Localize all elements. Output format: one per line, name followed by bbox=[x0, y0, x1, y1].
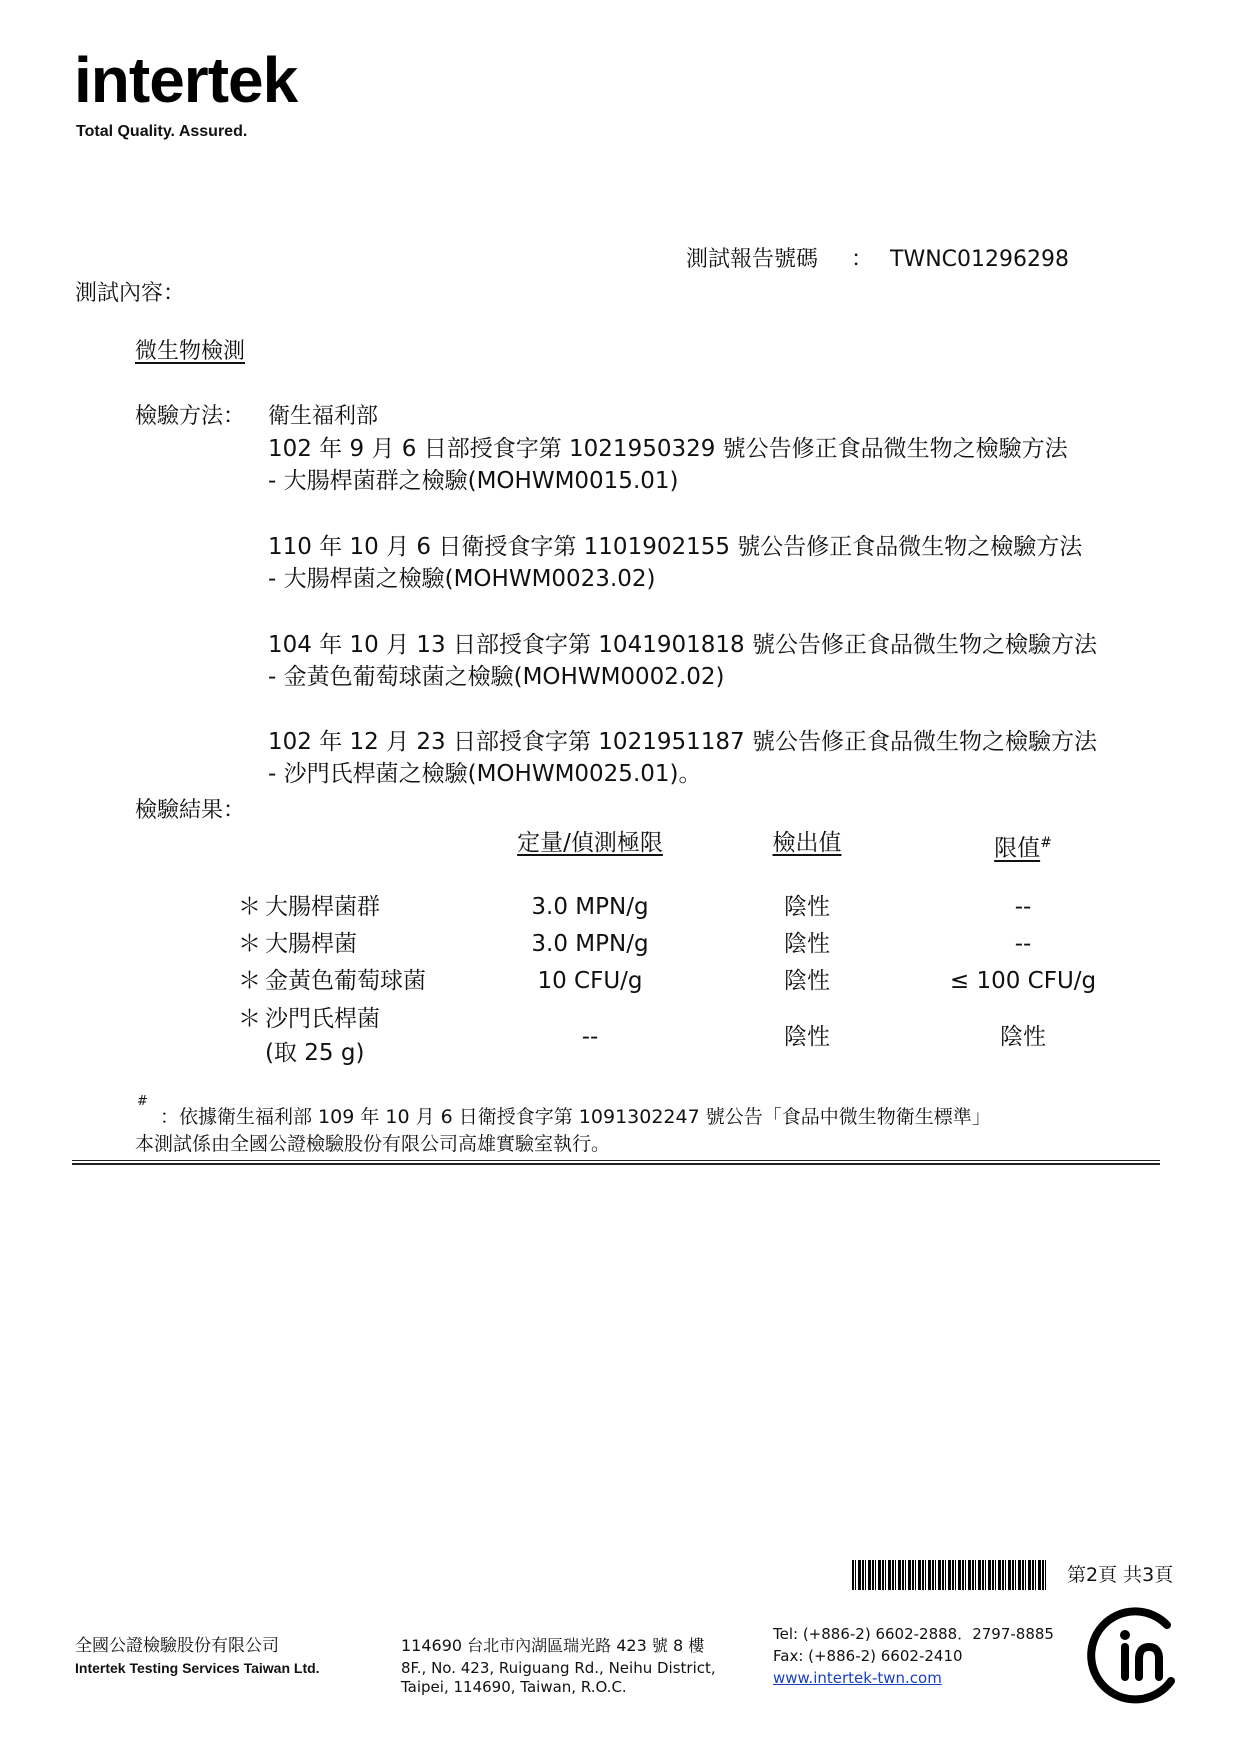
method-authority: 衛生福利部 bbox=[268, 404, 379, 429]
header-limit-mark: # bbox=[1040, 835, 1052, 851]
row-1-item: 大腸桿菌群 bbox=[265, 894, 380, 920]
row-4-mark: ＊ bbox=[238, 1006, 261, 1032]
row-2-item: 大腸桿菌 bbox=[265, 931, 357, 957]
method-item-2-line2: - 大腸桿菌之檢驗(MOHWM0023.02) bbox=[268, 566, 656, 592]
method-item-2-line1: 110 年 10 月 6 日衛授食字第 1101902155 號公告修正食品微生物之檢驗方法 bbox=[268, 534, 1083, 560]
logo-tagline: Total Quality. Assured. bbox=[76, 123, 248, 140]
barcode bbox=[852, 1560, 1048, 1590]
header-limit-text: 限值 bbox=[994, 835, 1041, 862]
footer-tel: Tel: (+886-2) 6602-2888．2797-8885 bbox=[773, 1625, 1054, 1643]
method-item-4-line2: - 沙門氏桿菌之檢驗(MOHWM0025.01)。 bbox=[268, 761, 702, 787]
row-2-limit: -- bbox=[1014, 931, 1032, 957]
row-3-mark: ＊ bbox=[238, 968, 261, 994]
header-result: 檢出值 bbox=[772, 830, 842, 856]
row-3-result: 陰性 bbox=[784, 968, 830, 994]
row-2-lod: 3.0 MPN/g bbox=[531, 931, 649, 957]
footer-fax: Fax: (+886-2) 6602-2410 bbox=[773, 1647, 963, 1665]
row-4-item-note: (取 25 g) bbox=[265, 1040, 365, 1066]
row-2-mark: ＊ bbox=[238, 931, 261, 957]
footer-address-en-1: 8F., No. 423, Ruiguang Rd., Neihu District, bbox=[401, 1659, 716, 1677]
footer-company-zh: 全國公證檢驗股份有限公司 bbox=[75, 1636, 279, 1656]
method-item-4-line1: 102 年 12 月 23 日部授食字第 1021951187 號公告修正食品微生物之檢驗方法 bbox=[268, 729, 1097, 755]
section-title: 微生物檢測 bbox=[135, 339, 246, 364]
results-label: 檢驗結果： bbox=[135, 798, 246, 823]
row-3-limit: ≤ 100 CFU/g bbox=[949, 968, 1097, 994]
row-4-item: 沙門氏桿菌 bbox=[265, 1006, 380, 1032]
method-item-3-line1: 104 年 10 月 13 日部授食字第 1041901818 號公告修正食品微生物之檢驗方法 bbox=[268, 632, 1097, 658]
divider-top bbox=[72, 1160, 1160, 1161]
method-item-3-line2: - 金黃色葡萄球菌之檢驗(MOHWM0002.02) bbox=[268, 664, 725, 690]
row-1-mark: ＊ bbox=[238, 894, 261, 920]
row-1-limit: -- bbox=[1014, 894, 1032, 920]
footer-company-en: Intertek Testing Services Taiwan Ltd. bbox=[75, 1660, 320, 1676]
intertek-logo: intertek bbox=[74, 44, 298, 116]
row-4-lod: -- bbox=[581, 1024, 599, 1050]
note-mark: # bbox=[137, 1094, 148, 1109]
row-3-lod: 10 CFU/g bbox=[537, 968, 643, 994]
header-lod: 定量/偵測極限 bbox=[517, 830, 663, 856]
note-standard: ：依據衛生福利部 109 年 10 月 6 日衛授食字第 1091302247 號公告「食品中微生物衛生標準」 bbox=[160, 1106, 991, 1128]
row-4-result: 陰性 bbox=[784, 1024, 830, 1050]
row-2-result: 陰性 bbox=[784, 931, 830, 957]
footer-address-en-2: Taipei, 114690, Taiwan, R.O.C. bbox=[401, 1678, 627, 1696]
row-4-limit: 陰性 bbox=[1000, 1024, 1046, 1050]
row-1-lod: 3.0 MPN/g bbox=[531, 894, 649, 920]
method-label: 檢驗方法： bbox=[135, 404, 246, 429]
row-3-item: 金黃色葡萄球菌 bbox=[265, 968, 426, 994]
test-content-label: 測試內容： bbox=[75, 281, 186, 306]
method-item-1-line1: 102 年 9 月 6 日部授食字第 1021950329 號公告修正食品微生物之檢驗方法 bbox=[268, 436, 1068, 462]
intertek-round-logo-icon bbox=[1085, 1603, 1189, 1707]
report-number: TWNC01296298 bbox=[890, 247, 1069, 272]
method-item-1-line2: - 大腸桿菌群之檢驗(MOHWM0015.01) bbox=[268, 468, 679, 494]
footer-website-link[interactable]: www.intertek-twn.com bbox=[773, 1669, 942, 1687]
header-limit bbox=[948, 828, 1098, 864]
report-number-label: 測試報告號碼 bbox=[686, 247, 819, 272]
footer-address-zh: 114690 台北市內湖區瑞光路 423 號 8 樓 bbox=[401, 1636, 705, 1655]
page-info: 第2頁 共3頁 bbox=[1067, 1564, 1174, 1586]
note-lab: 本測試係由全國公證檢驗股份有限公司高雄實驗室執行。 bbox=[135, 1133, 611, 1155]
row-1-result: 陰性 bbox=[784, 894, 830, 920]
divider-bottom bbox=[72, 1163, 1160, 1165]
report-number-separator: ： bbox=[851, 247, 874, 272]
